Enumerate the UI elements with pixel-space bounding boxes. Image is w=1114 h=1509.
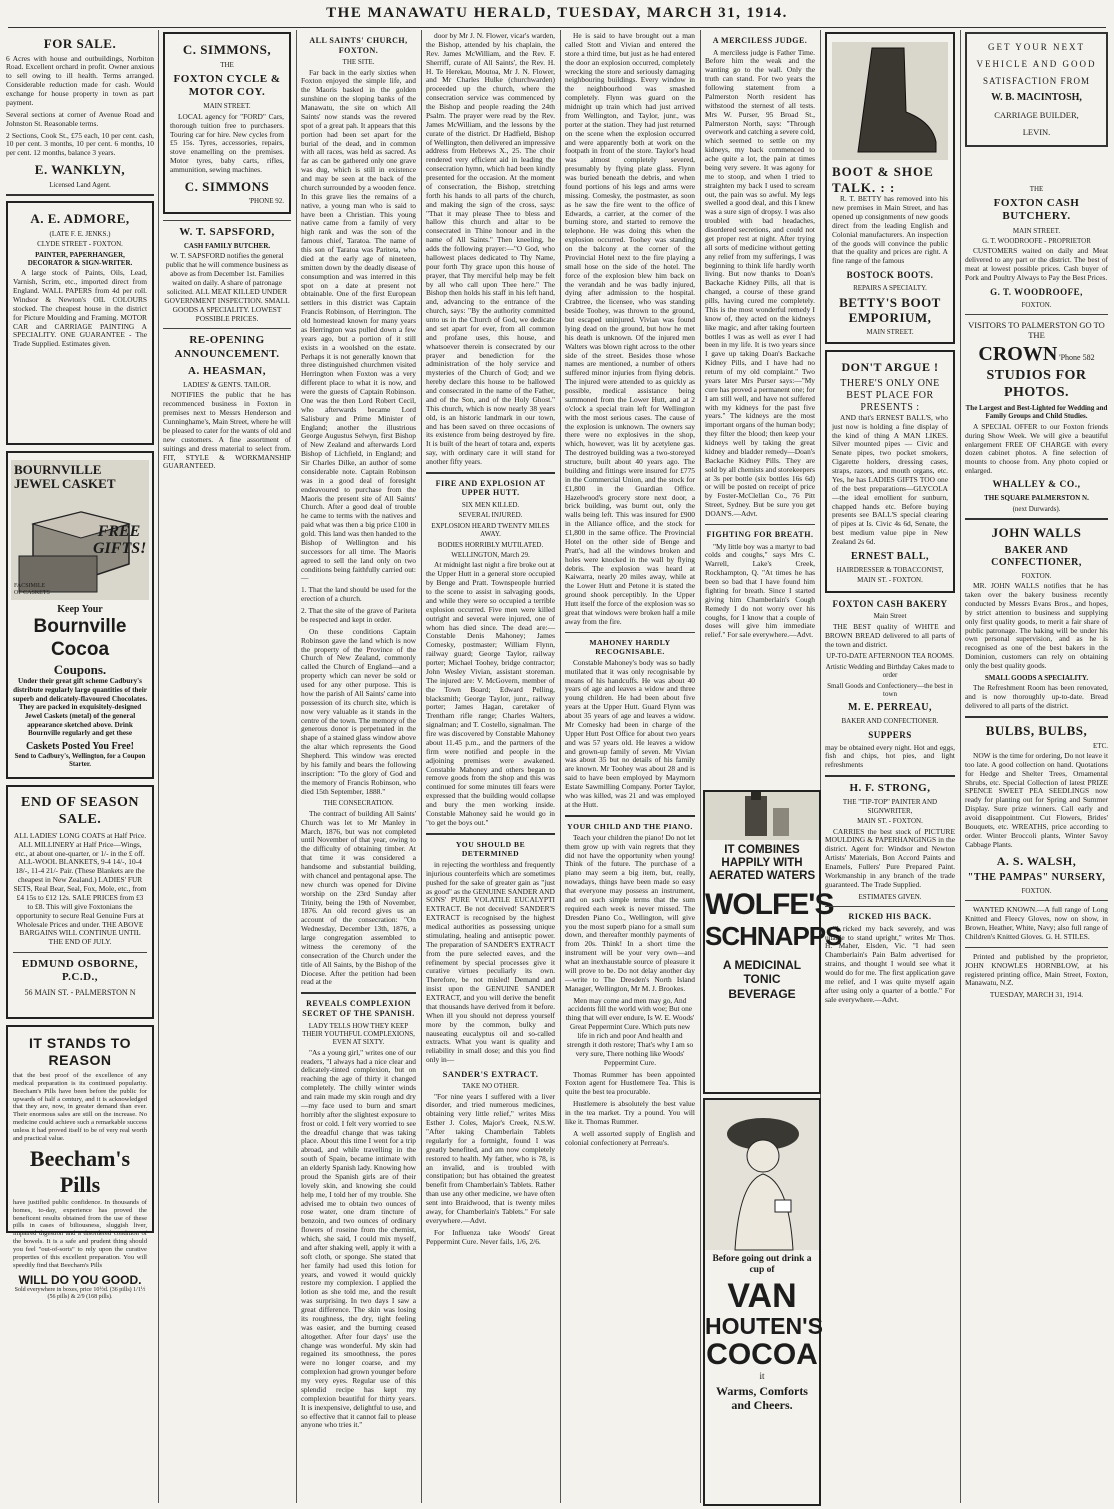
sander-name: SANDER'S EXTRACT.	[442, 1069, 539, 1079]
reopening-title: RE-OPENING ANNOUNCEMENT.	[174, 334, 280, 360]
masthead: THE MANAWATU HERALD, TUESDAY, MARCH 31, 1914.	[326, 5, 788, 21]
heasman-text: NOTIFIES the public that he has recommenced business in Foxton in premises next to Messrs Henderson and Cunninghame's, Main Street, where he will be pleased to cater for the wants of old and new customers. A fine assortment of suitings and dress material to select from. FIT, STYLE & WORKMANSHIP GUARANTEED.	[163, 390, 291, 471]
fire-dateline: WELLINGTON, March 29.	[451, 551, 530, 560]
walls-small-goods: SMALL GOODS A SPECIALITY.	[984, 673, 1089, 682]
macintosh-line: GET YOUR NEXT	[988, 42, 1085, 52]
reason-title: IT STANDS TO REASON	[29, 1035, 131, 1068]
consecration-sub: THE CONSECRATION.	[323, 799, 394, 808]
admore-ad	[6, 201, 154, 445]
bulbs-title: BULBS, BULBS,	[985, 722, 1088, 738]
strong-sub: THE "TIP-TOP" PAINTER AND SIGNWRITER,	[842, 798, 938, 815]
butchery-title: FOXTON CASH BUTCHERY.	[993, 197, 1080, 223]
church-sub: THE SITE.	[342, 58, 375, 67]
wanklyn-sub: Licensed Land Agent.	[49, 180, 111, 189]
divider	[965, 900, 1108, 901]
betty-emporium: BETTY'S BOOT EMPORIUM,	[839, 295, 941, 325]
walls-trade: BAKER AND CONFECTIONER,	[991, 544, 1082, 568]
fire-sub: SEVERAL INJURED.	[458, 511, 523, 520]
lady-illustration	[705, 1100, 819, 1250]
imprint-date: TUESDAY, MARCH 31, 1914.	[989, 990, 1084, 1000]
ball-name: ERNEST BALL,	[850, 550, 930, 562]
bakery-text: THE BEST quality of WHITE and BROWN BREAD delivered to all parts of the town and district.	[825, 621, 955, 649]
column-8	[965, 32, 1108, 1505]
for-sale-item: Several sections at corner of Avenue Road and Johnston St. Reasonable terms.	[6, 109, 154, 128]
complexion-text: "As a young girl," writes one of our readers, "I always had a nice clear and delicately-tinted complexion, but on reaching the age of thirty it changed completely. The chilly winter winds and rain made my skin rough and dry—my face used to burn and smart horribly after the slightest exposure to frost or cold. I felt very worried to see the dreadful change that was taking place. About this time I went for a trip abroad, and while travelling in the south of Spain, became intimate with an elderly Spanish lady. Knowing how proud the Spanish girls are of their lovely skin, and knowing she could help me, I told her of my trouble. She advised me to obtain two ounces of rose water, one dram tincture of benzoin, and two ounces of ordinary flowers of roseine from the chemist, which, she said, I could mix myself, and after shaking well, apply it with a soft cloth, or sponge. She stated that her family had used this lotion for years, and vowed it would quickly restore my complexion. I applied the lotion as she told me, and the result was surprising. In two days I saw a great difference. The skin was losing its roughness, the dry, tight feeling was easier, and the burning ceased altogether. After four days' use the change was wonderful. My skin had regained its smoothness, the pores were no longer coarse, and my complexion had grown younger before my very eyes. Regular use of this splendid recipe has kept my complexion beautiful for thirty years. It is inexpensive, delightful to use, and so effective that it cannot fail to please anyone who tries it."	[301, 1047, 416, 1430]
cadbury-ad	[6, 451, 154, 779]
perreau-bakery-ad	[825, 599, 955, 771]
boot-title: BOOT & SHOE TALK. : :	[832, 164, 934, 195]
simmons-phone: 'PHONE 92.	[248, 197, 284, 206]
walls-ad	[965, 525, 1108, 711]
influenza-text: For Influenza take Woods' Great Peppermint Cure. Never fails, 1/6, 2/6.	[426, 1227, 555, 1246]
wanklyn-name: E. WANKLYN,	[34, 162, 126, 178]
keep-your: Keep Your	[57, 604, 103, 616]
suppers-title: SUPPERS	[868, 729, 912, 740]
ricked-title: RICKED HIS BACK.	[848, 912, 932, 922]
tonic-text: A MEDICINAL TONIC BEVERAGE	[722, 957, 802, 1001]
simmons-company: FOXTON CYCLE & MOTOR COY.	[173, 72, 281, 99]
suppers-text: may be obtained every night. Hot and eggs, fish and chips, hot pies, and light refreshments	[825, 742, 955, 770]
judge-text: A merciless judge is Father Time. Before him the weak and the wanting go to the wall. Only the truth can stand. For two years the following statement from a Palmerston North resident has withstood the sternest of all tests. Mrs W. Purser, 95 Broad St., Palmerston North, says: "Through overwork and catching a severe cold, which seemed to settle on my kidneys, my back commenced to ache quite a lot, the pain at times being very severe. It was agony for me to stoop, and when I tried to straighten my back I used to scream out, the pain was so awful. My legs swelled a good deal, and this I knew was a sure sign of dropsy. I was also troubled with bad headaches, disordered secretions, and could not get proper rest at night. After trying all sorts of medicine without getting any relief from my sufferings, I was beginning to think life hardly worth living. But now thanks to Doan's Backache Kidney Pills, all that is changed, a course of these grand pills, having cured me completely. This is the most wonderful remedy I know of, they acted on the kidneys like magic, and after taking fourteen bottles I was as well as ever I had been in my life. It is two years since I gave up taking Doan's Backache Kidney Pills, and I have had no return of my old complaint." Two years later Mrs Purser says:—"My cure has proved a permanent one; for I am still well, and have not suffered with my kidneys for the past five years." The kidneys are the most important organs of the human body; they filter the blood; then keep your kidneys well by taking the great kidney and bladder remedy—Doan's Backache Kidney Pills. They are sold by all chemists and storekeepers at 3s per bottle (six bottles 16s 6d) or will be posted on receipt of price by Foster-McClellan Co., 76 Pitt Street, Sydney. But be sure you get DOAN'S.—Advt.	[705, 47, 815, 519]
divider	[6, 194, 154, 196]
divider	[965, 314, 1108, 315]
divider	[426, 472, 555, 474]
end-of-season-title: END OF SEASON SALE.	[20, 795, 139, 827]
rummer-text: Thomas Rummer has been appointed Foxton agent for Hustlemere Tea. This is quite the best tea procurable.	[565, 1069, 695, 1097]
church-title: ALL SAINTS' CHURCH, FOXTON.	[309, 36, 408, 55]
heasman-name: A. HEASMAN,	[188, 364, 266, 377]
osborne-address: 56 MAIN ST. - PALMERSTON N	[24, 987, 136, 997]
strong-text: CARRIES the best stock of PICTURE MOULDING & PAPERHANGINGS in the district. Agent for: Windsor and Newton Artists' Materials, Bon Accord Paints and Enamels, Fullers' Pure Prepared Paint. Workmanship in any branch of the trade guaranteed. The Trade Supplied.	[825, 826, 955, 889]
for-sale-item: 2 Sections, Cook St., £75 each, 10 per cent. cash, 10 per cent. 3 months, 10 per cent. 6 months, 10 per cent. 12 months, balance 3 years.	[6, 130, 154, 158]
woodroofe-name: G. T. WOODROOFE,	[990, 286, 1083, 297]
walls-name: JOHN WALLS	[991, 525, 1082, 541]
column-5	[565, 32, 695, 1505]
fire-continued: He is said to have brought out a man called Stott and Vivian and entered the store a third time, but just as he had entered the door an explosion occurred, completely wrecking the store and seriously damaging neighbouring buildings. Every window in the neighbourhood was smashed completely. Flynn was guard on the midnight up train which had just arrived from Wellington, and Taylor, junr., was porter at the station. They had just returned on the scene when the explosion occurred and were apparently both at work on the footpath in front of the store. Taylor's head was almost completely severed, presumably by flying plate glass. Flynn was buried beneath the debris, and when found portions of his legs and arms were missing. Comesky, the postmaster, as soon as he saw the fire went to the office of Edwards, a carrier, at the corner of the burning store, and started to remove the telephone. He was doing this when the explosion occurred. Toohey was standing on the balcony at the corner of the Provincial Hotel next to the fire playing a small hose on the side of the hotel. The force of the explosion blew him back on the verandah and he was badly injured, dying after admission to the hospital. Crabtree, the licensee, who was standing beside Toohey, was thrown to the ground, but escaped uninjured. Vivian was found lying dead on the ground, but how he met his death is unknown. Of the injured men Walters was blown right across to the other side of the street. Besides those whose names are mentioned, a number of others suffered minor injuries from flying debris. The injured were attended to as quickly as possible, medical assistance being summoned from the Lower Hutt, and at 2 o'clock a special train left for Wellington with the most serious cases. The cause of the explosion is unknown. The owners say there were no explosives in the shop, which, however, was lit by acetylene gas. The destroyed building was a two-storeyed structure, built about 40 years ago. The building and fittings were insured for £775 in the Commercial Union, and the stock for £1,800 in the Guardian Office. Hazelwood's grocery store next door, a brick building, was burnt out, only the walls being left. This was insured for £900 in the Alliance office, and the stock for £1,800 in the same office. The Provincial Hotel on the other side of Benge and Pratt's, had all the windows broken and holes were knocked in the wall by flying debris. The explosion was heard at Kaiwarra, nearly 20 miles away, while at the Lower Hutt and Petone it is stated the ground shook perceptibly. In the Upper Hutt itself the force of the explosion was so great that windows were broken half a mile away from the fire.	[565, 31, 695, 626]
before-text: Before going out drink a cup of	[712, 1254, 812, 1276]
wanted-known: WANTED KNOWN.—A full range of Long Knitted and Fleecy Gloves, now on show, in Brown, Heather, White, Navy; also full range of Children's Knitted Gloves. G. H. STILES.	[965, 905, 1108, 941]
betty-text: R. T. BETTY has removed into his new premises in Main Street, and has opened up consignments of new goods direct from the leading English and Colonial manufacturers. An inspection of the goods will convince the public that the quality and prices are right. A fine range of the famous	[832, 194, 948, 266]
divider	[965, 518, 1108, 520]
sapsford-sub: CASH FAMILY BUTCHER.	[183, 242, 271, 251]
walls-town: FOXTON.	[1021, 571, 1052, 580]
boot-icon	[832, 42, 950, 160]
send-to-cadbury: Send to Cadbury's, Wellington, for a Coupon Starter.	[14, 752, 146, 769]
crown-sub: The Largest and Best-Lighted for Wedding and Family Groups and Child Studies.	[965, 403, 1108, 421]
church-condition: 2. That the site of the grave of Pariteta be respected and kept in order.	[301, 606, 416, 624]
woodroofe-ad	[965, 185, 1108, 309]
perreau-name: M. E. PERREAU,	[848, 702, 932, 714]
divider	[825, 775, 955, 777]
walls-text-2: The Refreshment Room has been renovated, and is now thoroughly up-to-date. Bread delivered to all parts of the district.	[965, 683, 1108, 711]
combines-text: IT COMBINES HAPPILY WITH AERATED WATERS	[708, 844, 816, 883]
sapsford-name: W. T. SAPSFORD,	[179, 225, 275, 238]
woodroofe-proprietor: G. T. WOODROOFE - PROPRIETOR	[982, 236, 1091, 245]
column-divider	[158, 30, 159, 1503]
simmons-the: THE	[220, 60, 234, 69]
column-1	[6, 32, 154, 1505]
end-of-season-ad	[6, 785, 154, 1019]
visitors-text: VISITORS TO PALMERSTON GO TO THE	[968, 320, 1105, 341]
crown-studios-ad	[965, 320, 1108, 513]
ricked-text: "I ricked my back severely, and was unable to stand upright," writes Mr Thos. H. Maher, Elsden, Vic. "I had seen Chamberlain's Pain Balm advertised for strains, and thought I would see what it would do for me. The first application gave me relief, and I was quite myself again after using only a quarter of a bottle." For sale everywhere.—Advt.	[825, 923, 955, 1004]
sander-text: in rejecting the worthless and frequently injurious counterfeits which are sometimes pushed for the sake of greater gain as "just as good" as the GENUINE SANDER AND SONS' PURE VOLATILE EUCALYPTI EXTRACT. Be not deceived! SANDER'S EXTRACT is recognised by the highest medical authorities as possessing unique stimulating, healing and antiseptic power. The preparation of SANDER'S EXTRACT from the pure selected eaves, and the refinement by special processes give it curative virtues peculiarly its own. Therefore, be not misled! Demand and insist upon the GENUINE SANDER EXTRACT, and you will derive the benefit that thousands have derived from it before. When ill you should not depress yourself more by the common, bulky and nauseating eucalyptus oil and so-called extracts. What you want is quality and reliability in small dose; and this you find only in—	[426, 859, 555, 1065]
church-text-3: The contract of building All Saints' Church was let to Mr Manley in March, 1876, but was not completed until November of that year, owing to the difficulty of obtaining timber. At that time it was considered a handsome and substantial building, with chancel and pentagonal apse. The new church was opened for Divine worship on the 23rd Sunday after Trinity, being the 19th of November, 1876. An old record gives us an account of the consecration: "On Wednesday, December 13th, 1876, a large congregation assembled to witness the ceremony of the consecration of the Church under the title of All Saints, by the Bishop of the Diocese. After the petition had been read at the	[301, 808, 416, 987]
perreau-sub: BAKER AND CONFECTIONER.	[841, 717, 939, 726]
strong-name: H. F. STRONG,	[849, 782, 931, 795]
divider	[965, 947, 1108, 948]
for-sale-title: FOR SALE.	[43, 36, 117, 51]
butchery-street: MAIN STREET.	[1012, 226, 1061, 235]
ball-trade: HAIRDRESSER & TOBACCONIST,	[836, 565, 944, 574]
butchery-the: THE	[1029, 184, 1044, 193]
column-4	[426, 32, 555, 1505]
beecham-ad	[6, 1025, 154, 1301]
fire-title: FIRE AND EXPLOSION AT UPPER HUTT.	[435, 478, 546, 498]
divider	[565, 815, 695, 817]
van-text: VAN	[727, 1276, 797, 1315]
mahoney-text: Constable Mahoney's body was so badly mutilated that it was only recognisable by means of his handcuffs. He was about 40 years of age and leaves a widow and three young children. He had been about five years at the Upper Hutt. Guard Flynn was about 35 years of age and leaves a widow. Mr Comesky had been in charge of the Upper Hutt Post Office for about two years and was 57 years old. He leaves a widow and grown-up family of seven. Mr Vivian was about 35 but no details of his family are known. Mr Toohey was about 28 and is said to have been employed by Maymorn Estate Sawmilling Company. Porter Taylor, who was killed, was 21 and was employed at the Hutt.	[565, 657, 695, 809]
casket-illustration	[11, 460, 149, 600]
peppermint-verse: Men may come and men may go, And accidents fill the world with woe; But one thing that will ever endure, Is W. E. Woods' Great Peppermint Cure. Which puts new life in rich and poor And health and strength it doth restore; That's why I am so very sure, There nothing like Woods' Peppermint Cure.	[565, 995, 695, 1067]
dont-argue: DON'T ARGUE !	[841, 360, 939, 375]
bakery-title: FOXTON CASH BAKERY	[832, 598, 948, 609]
church-text-2: On these conditions Captain Robinson gave the land which is now the property of the Province of the Church of New Zealand, commonly called the Church of England—and a property which can never be sold or used for any other purpose. This is how the parish of All Saints' came into possession of its church site, which is now very valuable as it stands in the centre of the town. The memory of the generous donor is perpetuated in the shape of a stained glass window above the altar which represents the Good Shepherd. This window was erected by his family and bears the following inscription: "To the glory of God and the memory of Francis Robinson, who died 15th September, 1888."	[301, 626, 416, 796]
divider	[163, 220, 291, 221]
walsh-ad	[965, 723, 1108, 895]
fire-article	[426, 479, 555, 828]
sander-title: YOU SHOULD BE DETERMINED	[455, 839, 526, 858]
simmons-text: LOCAL agency for "FORD" Cars, thorough tuition free to purchasers. Touring car for hire. New cycles from £5 15s. Tyres, accessories, repairs, stove enamelling on the premises. Motor tyres, baby carts, rifles, ammunition, sewing machines.	[170, 111, 284, 174]
church-condition: 1. That the land should be used for the erection of a church.	[301, 585, 416, 604]
admore-sub: (LATE F. E. JENKS.)	[49, 229, 111, 238]
wedding-cakes: Artistic Wedding and Birthday Cakes made to order	[825, 662, 955, 680]
simmons-ad	[163, 32, 291, 214]
column-divider	[560, 30, 561, 1503]
studios-title: STUDIOS FOR PHOTOS.	[986, 368, 1087, 401]
breath-text: "My little boy was a martyr to bad colds and coughs," says Mrs C. Warrell, Lake's Creek, Rockhampton, Q. "At times he has been so bad that I have found him fighting for breath. Since I started giving him Chamberlain's Cough Remedy I do not worry over his coughs, for I know that a couple of doses will give him immediate relief." For sale everywhere.—Advt.	[705, 541, 815, 640]
simmons-street: MAIN STREET.	[203, 102, 251, 111]
masthead-rule	[8, 27, 1106, 28]
sapsford-text: W. T. SAPSFORD notifies the general public that he will commence business as above as from December 1st. Families waited on daily. A share of patronage solicited. ALL MEAT KILLED UNDER GOVERNMENT INSPECTION. SMALL GOODS A SPECIALITY. LOWEST POSSIBLE PRICES.	[164, 251, 290, 323]
simmons-name: C. SIMMONS,	[182, 42, 272, 57]
sold-everywhere: Sold everywhere in boxes, price 10½d. (36 pills) 1/1½ (56 pills) & 2/9 (168 pills).	[14, 1287, 146, 1301]
macintosh-line: SATISFACTION FROM	[982, 75, 1091, 86]
bottle-illustration	[705, 792, 819, 840]
column-3	[301, 32, 416, 1505]
perreau-note: A well assorted supply of English and colonial confectionery at Perreau's.	[565, 1128, 695, 1147]
van-houten-ad	[703, 1098, 821, 1506]
wolfe-schnapps-ad	[703, 790, 842, 1094]
ball-address: MAIN ST. - FOXTON.	[857, 576, 923, 585]
reason-text: that the best proof of the excellence of any medical preparation is its continued popularity. Beecham's Pills have been before the public for upwards of half a century, and it is acknowledged that they are, now, in greater demand than ever. Their enormous sales are still on the increase. No medicine could achieve such a remarkable success unless it had proved itself to be of very real worth and practical value.	[13, 1071, 147, 1143]
admore-text: A large stock of Paints, Oils, Lead, Varnish, Scrim, etc., imported direct from England. WALL PAPERS from 4d per roll. Windsor & Newton's OIL COLOURS stocked. The cheapest house in the district for Picture Moulding and Framing. MOTOR CAR and CARRIAGE PAINTING A SPECIALITY. ONE GUARANTEE - The Trade Supplied. Estimates given.	[13, 268, 147, 349]
column-2	[163, 32, 291, 1505]
afternoon-tea: UP-TO-DATE AFTERNOON TEA ROOMS.	[826, 652, 954, 661]
osborne-name: EDMUND OSBORNE, P.C.D.,	[21, 958, 139, 984]
whalley-note: (next Durwards).	[1012, 504, 1061, 513]
divider	[426, 833, 555, 835]
walls-text: MR. JOHN WALLS notifies that he has taken over the bakery business recently conducted by Messrs Evans Bros., and hopes, by strict attention to business and supplying only first quality goods, to merit a fair share of public patronage. The baking will be under his own personal supervision, and as he is recognised as one of the best bakers in the Dominion, customers can rely on obtaining only the best quality goods.	[965, 581, 1108, 671]
strong-address: MAIN ST. - FOXTON.	[857, 817, 923, 826]
church-continued: door by Mr J. N. Flower, vicar's warden, the Bishop, attended by his chaplain, the Rev. James McWilliam, and the Rev. F. Sherriff, curate of All Saints', the Rev. H. H. Te Herekau, Moutoa, Mr J. N. Flower, and Mr Charles Hulke (churchwarden) proceeded up the church, where the consecration service was commenced by the Bishop and people reading the 24th Psalm. The prayer were read by the Rev. James McWilliam, and the lessons by the curate of the district. Dr Hadfield, Bishop of Wellington, then delivered an impressive address from Hebrews X., 25. The choir rendered very efficient aid in leading the consecration hymn, which had been kindly presented for the occasion. At the moment of consecration, the Bishop, stretching forth his hands to all parts of the church, and making the sign of the cross, says: "That it may please Thee to bless and hallow this church and altar to be consecrated in Thine honour and in the name of All Saints." Then kneeling, he adds the following prayer:—"O God, who hallowest places dedicated to Thy Name, pour forth Thy grace upon this house of prayer, that Thy merciful help may be felt by all who call upon Thee here." The Bishop then holds his staff in his left hand, and, advancing to the entrance of the church, says: "By the authority committed unto us in the Church of God, we dedicate and set apart for ever, from all common and profane uses, this house, and whatsoever therein is consecrated by our prayer and benediction for the administration of the holy service and mysteries of the Church of God; and we hereby declare this house to be hallowed and consecrated in the name of the Father, and of the Son, and of the Holy Ghost." This church, which is now nearly 38 years old, is an historic landmark in our town, and has been saved on three occasions of its existence from being destroyed by fire. It is built of the heart of totara and, experts say, with ordinary care it will stand for another fifty years.	[426, 31, 555, 466]
divider	[825, 906, 955, 907]
cocoa-text: Under their great gift scheme Cadbury's distribute regularly large quantities of their superb and delicately-flavoured Chocolates. They are packed in exquisitely-designed Jewel Caskets (metal) of the general appearance sketched above. Drink Bournville regularly and get these	[12, 677, 148, 738]
church-article	[301, 36, 416, 987]
houten-text: HOUTEN'S	[705, 1312, 823, 1339]
beecham-title: Beecham's Pills	[29, 1145, 131, 1198]
column-divider	[700, 30, 701, 1503]
casket-title: BOURNVILLE JEWEL CASKET	[14, 462, 116, 491]
caskets-posted: Caskets Posted You Free!	[25, 740, 135, 752]
fire-sub: EXPLOSION HEARD TWENTY MILES AWAY.	[431, 521, 550, 539]
simmons-signature: C. SIMMONS	[184, 178, 270, 194]
piano-text: Teach your children the piano! Do not let them grow up with vain regrets that they did not have the opportunity when young! Think of the future. The purchase of a piano may seem a big item, but, really, nowadays, things have been made so easy that everyone may possess an instrument, and on such simple terms that the sum required each week is never missed. The Dresden Piano Co., Wellington, will give you the most superb piano for a small sum down, and thereafter monthly payments of from 20s. Think! In a short time the instrument will be your very own—and what an inexhaustable source of pleasure it will prove to be. Do not delay another day—write to The Dresden's North Island Manager, Wellington, Mr M. J. Brookes.	[565, 832, 696, 993]
walsh-name: A. S. WALSH,	[996, 853, 1077, 868]
beecham-text: have justified public confidence. In thousands of homes, to-day, experience has proved the beneficent results obtained from the use of these pills in cases of biliousness, sluggish liver, impaired digestion and a disordered condition of the bowels. It is a safe and prudent thing should you feel "out-of-sorts" to rely upon the curative properties of this excellent preparation. You will speedily find that Beecham's Pills	[13, 1198, 147, 1269]
pampas-nursery: "THE PAMPAS" NURSERY,	[967, 871, 1106, 883]
divider	[163, 328, 291, 329]
walsh-town: FOXTON.	[1021, 886, 1052, 895]
chamberlain-text: "For nine years I suffered with a liver disorder, and tried numerous medicines, obtaining very little relief," writes Miss Esther J. Coles, Major's Creek, N.S.W. "After taking Chamberlain Tablets regularly for a fortnight, found I was greatly benefited, and am now completely restored to health. My father, who is 78, is an invalid, and is troubled with constipation; but has obtained the greatest benefit from Chamberlain's Tablets. Rather than use any other medicine, we have often sent into Braidwood, that is twenty miles away, for Chamberlain's Tablets." For sale everywhere.—Advt.	[426, 1091, 555, 1225]
take-no-other: TAKE NO OTHER.	[462, 1082, 519, 1091]
warms-text: Warms, Comforts and Cheers.	[716, 1383, 808, 1412]
breath-title: FIGHTING FOR BREATH.	[706, 529, 814, 539]
complexion-article	[301, 999, 416, 1430]
crown-title: CROWN	[978, 343, 1058, 366]
column-divider	[960, 30, 961, 1503]
small-goods: Small Goods and Confectionery—the best in town	[827, 681, 953, 699]
woodroofe-town: FOXTON.	[1021, 300, 1052, 309]
lady-with-cup-icon	[705, 1100, 819, 1250]
butchery-text: CUSTOMERS waited on daily and Meat delivered to any part or the district. The best of meat at lowest possible prices. Cash buyer of Pork and Poultry Always to Pay the Best Prices.	[965, 246, 1108, 282]
divider	[301, 992, 416, 994]
for-sale-item: 6 Acres with house and outbuildings, Norbiton Road. Excellent orchard in profit. Owner anxious to sell owing to ill health. Terms arranged. Considerable reduction made for cash. Would exchange for house property in town as part payment.	[6, 53, 154, 107]
column-divider	[421, 30, 422, 1503]
repairs-text: REPAIRS A SPECIALTY.	[853, 283, 927, 292]
fire-sub: BODIES HORRIBLY MUTILATED.	[437, 540, 544, 549]
schnapps-text: SCHNAPPS	[705, 920, 842, 951]
divider	[13, 952, 147, 953]
strong-ad	[825, 782, 955, 901]
ball-text: AND that's ERNEST BALL'S, who just now is holding a fine display of the kind of thing A MAN LIKES. Silver mounted pipes — Civic and Senate pipes, two pocket smokers, Cigarette holders, dressing cases, straps, razors, and mouth organs, etc. Yes, he has LADIES GIFTS TOO one of the best preparations—GLYCOLA—the ideal emollient for sunburn, chapped hands etc. Before buying presents see BALL'S special clearing of pipes at Is. Civic 4s 6d, Senate, the best medium value pipe in New Zealand 2s 6d.	[832, 412, 948, 546]
for-sale-ad	[6, 36, 154, 189]
macintosh-trade: CARRIAGE BUILDER,	[994, 110, 1079, 121]
coupons: Coupons.	[53, 661, 107, 677]
admore-name: A. E. ADMORE,	[30, 211, 130, 227]
cocoa-text: COCOA	[706, 1338, 818, 1372]
hustlemere-text: Hustlemere is absolutely the best value in the tea market. Try a pound. You will like it. Thomas Rummer.	[565, 1099, 695, 1126]
fire-sub: SIX MEN KILLED.	[461, 501, 520, 510]
bulbs-etc: ETC.	[1093, 741, 1108, 750]
boot-illustration	[832, 42, 948, 160]
best-place: THERE'S ONLY ONE BEST PLACE FOR PRESENTS :	[840, 377, 940, 413]
heasman-ad	[163, 334, 291, 471]
fire-text: At midnight last night a fire broke out at the Upper Hutt in a general store occupied by Benge and Pratt. Townspeople hurried to the scene to assist in salvaging goods, and while they were so occupied a terrible explosion occurred. Five men were killed outright and several were injured, one of whom has died since. The dead are:—Constable Denis Mahoney; James Comesky, postmaster; William Flynn, railway guard; George Taylor, railway porter; Michael Toohey, bridge contractor; John Wesley Vivian, assistant storeman. The injured are: V. McGovern, member of the Town Board; Edward Pelling, blacksmith; George Taylor, junr., railway porter; James Hagan, caretaker of Trentham rifle range; Charles Walters, signalman; and T. Costello, signalman. The fire was discovered by Constable Mahoney about 11.45 p.m., and the partners of the firm were notified and people in the adjoining premises were awakened. Constable Mahoney and others began to remove goods from the shop and this was continued for some minutes till fears were expressed that the building would collapse and bury the men working inside. Constable Mahoney said he would go in "to get the boys out."	[426, 560, 555, 827]
macintosh-ad	[965, 32, 1108, 147]
end-of-season-text: ALL LADIES' LONG COATS at Half Price. ALL MILLINERY at Half Price—Wings, etc., at about one-quarter, or 1/- in the £ off. ALL-WOOL BLANKETS, 9-4 14/-, 10-4 18/-, 11-4 21/- Pair. (These Blankets are the cheapest in New Zealand.) LADIES' FUR SETS, Real Bear, Seal, Fox, Mole, etc., from £4 15s to £12 12s. SALE PRICES from £3 to £8. This will give Foxtonians the opportunity to secure Real Genuine Furs at Wholesale Prices and under. THE ABOVE BARGAINS WILL CONTINUE UNTIL THE END OF JULY.	[13, 830, 147, 947]
crown-phone: 'Phone 582	[1059, 353, 1095, 363]
admore-trade: PAINTER, PAPERHANGER, DECORATOR & SIGN-WRITER.	[27, 250, 133, 267]
column-divider	[296, 30, 297, 1503]
bostock-boots: BOSTOCK BOOTS.	[846, 270, 934, 281]
imprint-text: Printed and published by the proprietor, JOHN KNOWLES HORNBLOW, at his registered printing office, Main Street, Foxton, Manawatu, N.Z.	[965, 951, 1108, 988]
macintosh-town: LEVIN.	[1022, 126, 1051, 137]
piano-title: YOUR CHILD AND THE PIANO.	[567, 821, 693, 831]
column-7	[825, 32, 955, 1505]
complexion-sub: LADY TELLS HOW THEY KEEP THEIR YOUTHFUL COMPLEXIONS, EVEN AT SIXTY.	[302, 1021, 415, 1047]
divider	[565, 632, 695, 633]
facsimile-caption: FACSIMILE OF CASKETS	[14, 582, 50, 597]
sander-ad	[426, 840, 555, 1247]
bottle-icon	[705, 792, 819, 840]
emporium-street: MAIN STREET.	[866, 327, 914, 336]
divider	[705, 524, 815, 525]
complexion-title: REVEALS COMPLEXION SECRET OF THE SPANISH.	[302, 999, 415, 1018]
heasman-sub: LADIES' & GENTS. TAILOR.	[183, 381, 271, 389]
ernest-ball-ad	[825, 350, 955, 592]
betty-ad	[825, 32, 955, 344]
bulbs-text: NOW is the time for ordering, Do not leave it too late. A good collection on hand. Quotations for Hedge and Shelter Trees, Ornamental Shrubs, etc. Special Collection of latest PRIZE SPENCE SWEET PEA SEEDLINGS now ready for planting out for Spring and Summer Display. Sure prize winners. Call early and avoid disappointment. Cut Flowers, Brides' Bouquets, etc. WREATHS, price according to order. Winter Broccoli plants, Winter Savoy Cabbage Plants.	[965, 750, 1108, 849]
church-text: Far back in the early sixties when Foxton enjoyed the simple life, and the Maoris basked in the golden sunshine on the sloping banks of the Manawatu, the site on which All Saints' now stands was the revered spot of a great pah. It appears that this portion had been set apart for the burial of the dead, and in common with all races, was held as sacred. As far as can be gathered only one grave was dug, which is still in existence and may be seen at the back of the church surrounded by a wooden fence. In this grave lies the remains of a native, a young man who is said to have been a Christian. This young native came from a family of very high rank and was the son of the famous chief, Taratoa. The name of this son of Taratoa was Pariteta, who died at the early age of nineteen, smitten down by the deadly disease of consumption and was interred in this spot on a date at present not obtainable. One of the first European settlers in this district was Captain Francis Robinson, of Herrington. The old homestead known for many years as Herrington was pulled down a few years ago, but a portion of it still exists in a woolshed on the estate. Perhaps it is not generally known that three distinguished churchmen visited Herrington when Foxton was a very different place to what it is now, and were the guests of Captain Robinson. One was the then Lord Robert Cecil, who afterwards became Lord Salisbury and Prime Minister of England; another the illustrious George Augustus Selwyn, first Bishop of New Zealand and afterwards Lord Bishop of Lichfield, in England; and Sir Charles Dilke, an author of some considerable note. Captain Robinson was in a good deal of foresight endeavoured to purchase from the Maoris the present site of All Saints' Church. After a good deal of trouble he came to terms with the natives and paid what was then a big price £100 in gold. This land was then handed to the Bishop of Wellington and his successors for all time. The Maoris agreed to sell the land only on two conditions being faithfully carried out:—	[301, 67, 416, 583]
admore-address: CLYDE STREET - FOXTON.	[37, 240, 123, 249]
bakery-street: Main Street	[873, 612, 907, 621]
macintosh-line: VEHICLE AND GOOD	[976, 58, 1097, 69]
sapsford-ad	[163, 226, 291, 324]
mahoney-title: MAHONEY HARDLY RECOGNISABLE.	[589, 637, 671, 656]
judge-title: A MERCILESS JUDGE.	[712, 36, 808, 45]
whalley-address: THE SQUARE PALMERSTON N.	[984, 494, 1089, 503]
it-text: it	[759, 1370, 765, 1381]
bournville-cocoa: Bournville Cocoa	[33, 616, 127, 660]
free-gifts: FREE GIFTS!	[93, 523, 147, 557]
divider	[965, 716, 1108, 718]
estimates-given: ESTIMATES GIVEN.	[858, 892, 922, 901]
crown-text: A SPECIAL OFFER to our Foxton friends during Show Week. We will give a beautiful enlargement FREE OF CHARGE with every dozen cabinet photos. A fine selection of mounts to choose from. Any photo copied or enlarged.	[965, 421, 1108, 476]
wolfe-brand: WOLFE'S	[705, 887, 834, 921]
will-do-you-good: WILL DO YOU GOOD.	[18, 1272, 142, 1287]
whalley-name: WHALLEY & CO.,	[992, 480, 1081, 490]
macintosh-name: W. B. MACINTOSH,	[991, 92, 1082, 104]
